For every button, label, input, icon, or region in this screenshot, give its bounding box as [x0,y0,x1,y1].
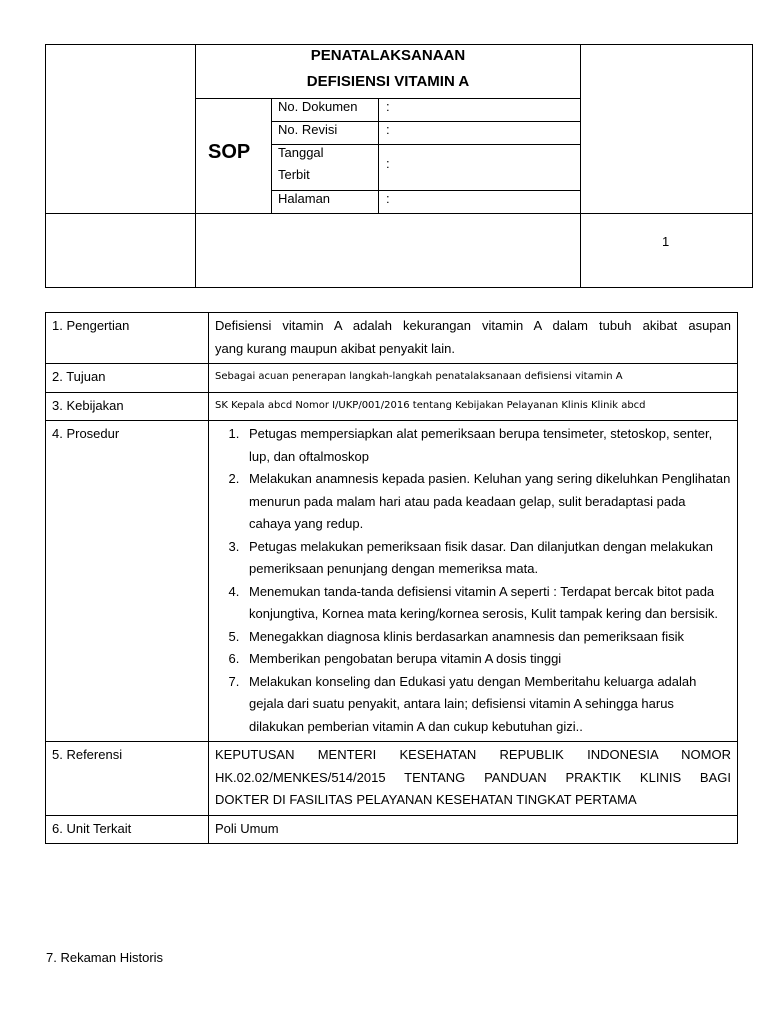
header-border-bottom [45,287,753,288]
referensi-line-1: KEPUTUSAN MENTERI KESEHATAN REPUBLIK INDONESIA NOMOR [215,747,731,762]
procedure-step-7: 7. Melakukan konseling dan Edukasi yatu dengan Memberitahu keluarga adalah gejala dari suatu penyakit, antara lain; defisiensi vitamin A sehingga harus dilakukan pemberian vitamin A dan cukup kebutuhan gizi.. [243,671,731,739]
table-row [46,313,738,364]
table-row [46,815,738,844]
row-content-pengertian [209,313,738,364]
row-content-tujuan: Sebagai acuan penerapan langkah-langkah penatalaksanaan defisiensi vitamin A [209,364,738,393]
title-line-2: DEFISIENSI VITAMIN A [306,73,470,90]
row-content-referensi [209,742,738,816]
field-label-tanggal: Tanggal [278,145,324,160]
sop-label: SOP [208,141,251,163]
referensi-line-2: HK.02.02/MENKES/514/2015 TENTANG PANDUAN PRAKTIK KLINIS BAGI [215,769,731,785]
field-label-no-revisi: No. Revisi [278,122,338,137]
field-value-tanggal-terbit: : [386,156,390,171]
row-content-prosedur [209,421,738,742]
header-divider-sop [271,98,272,214]
referensi-line-3: DOKTER DI FASILITAS PELAYANAN KESEHATAN TINGKAT PERTAMA [215,792,637,807]
row-label-referensi: 5. Referensi [46,742,209,816]
header-divider-right [580,44,581,288]
header-row-line-5 [45,213,753,214]
header-divider-colon [378,98,379,214]
row-label-prosedur: 4. Prosedur [46,421,209,742]
table-row [46,742,738,816]
field-value-no-revisi: : [386,122,390,137]
field-label-no-dokumen: No. Dokumen [278,99,358,114]
procedure-step-2: 2. Melakukan anamnesis kepada pasien. Keluhan yang sering dikeluhkan Penglihatan menurun pada malam hari atau pada keadaan gelap, sulit beradaptasi pada cahaya yang redup. [243,468,731,536]
row-label-kebijakan: 3. Kebijakan [46,392,209,421]
table-row [46,364,738,393]
title-line-1: PENATALAKSANAAN [310,47,466,64]
sop-content-table [45,312,738,844]
row-content-unit-terkait: Poli Umum [209,815,738,844]
header-border-right [752,44,753,288]
procedure-list [215,423,731,738]
procedure-step-4: 4. Menemukan tanda-tanda defisiensi vitamin A seperti : Terdapat bercak bitot pada konjungtiva, Kornea mata kering/kornea serosis, Kulit tampak kering dan bersisik. [243,581,731,626]
field-value-halaman: : [386,191,390,206]
row-label-pengertian: 1. Pengertian [46,313,209,364]
row-label-tujuan: 2. Tujuan [46,364,209,393]
document-title [196,45,580,98]
row-label-unit-terkait: 6. Unit Terkait [46,815,209,844]
rekaman-historis-label: 7. Rekaman Historis [46,950,164,965]
procedure-step-1: 1. Petugas mempersiapkan alat pemeriksaan berupa tensimeter, stetoskop, senter, lup, dan oftalmoskop [243,423,731,468]
procedure-step-5: 5. Menegakkan diagnosa klinis berdasarkan anamnesis dan pemeriksaan fisik [243,626,731,649]
pengertian-line-2: yang kurang maupun akibat penyakit lain. [215,340,455,356]
procedure-step-3: 3. Petugas melakukan pemeriksaan fisik dasar. Dan dilanjutkan dengan melakukan pemeriksaan penunjang dengan memeriksa mata. [243,536,731,581]
field-value-no-dokumen: : [386,99,390,114]
page-number: 1 [662,234,670,249]
procedure-step-6: 6. Memberikan pengobatan berupa vitamin A dosis tinggi [243,648,731,671]
row-content-kebijakan: SK Kepala abcd Nomor I/UKP/001/2016 tentang Kebijakan Pelayanan Klinis Klinik abcd [209,392,738,421]
field-label-terbit: Terbit [278,167,310,182]
field-label-halaman: Halaman [278,191,331,206]
table-row [46,421,738,742]
table-row [46,392,738,421]
header-border-left [45,44,46,288]
pengertian-line-1: Defisiensi vitamin A adalah kekurangan vitamin A dalam tubuh akibat asupan [215,318,731,333]
